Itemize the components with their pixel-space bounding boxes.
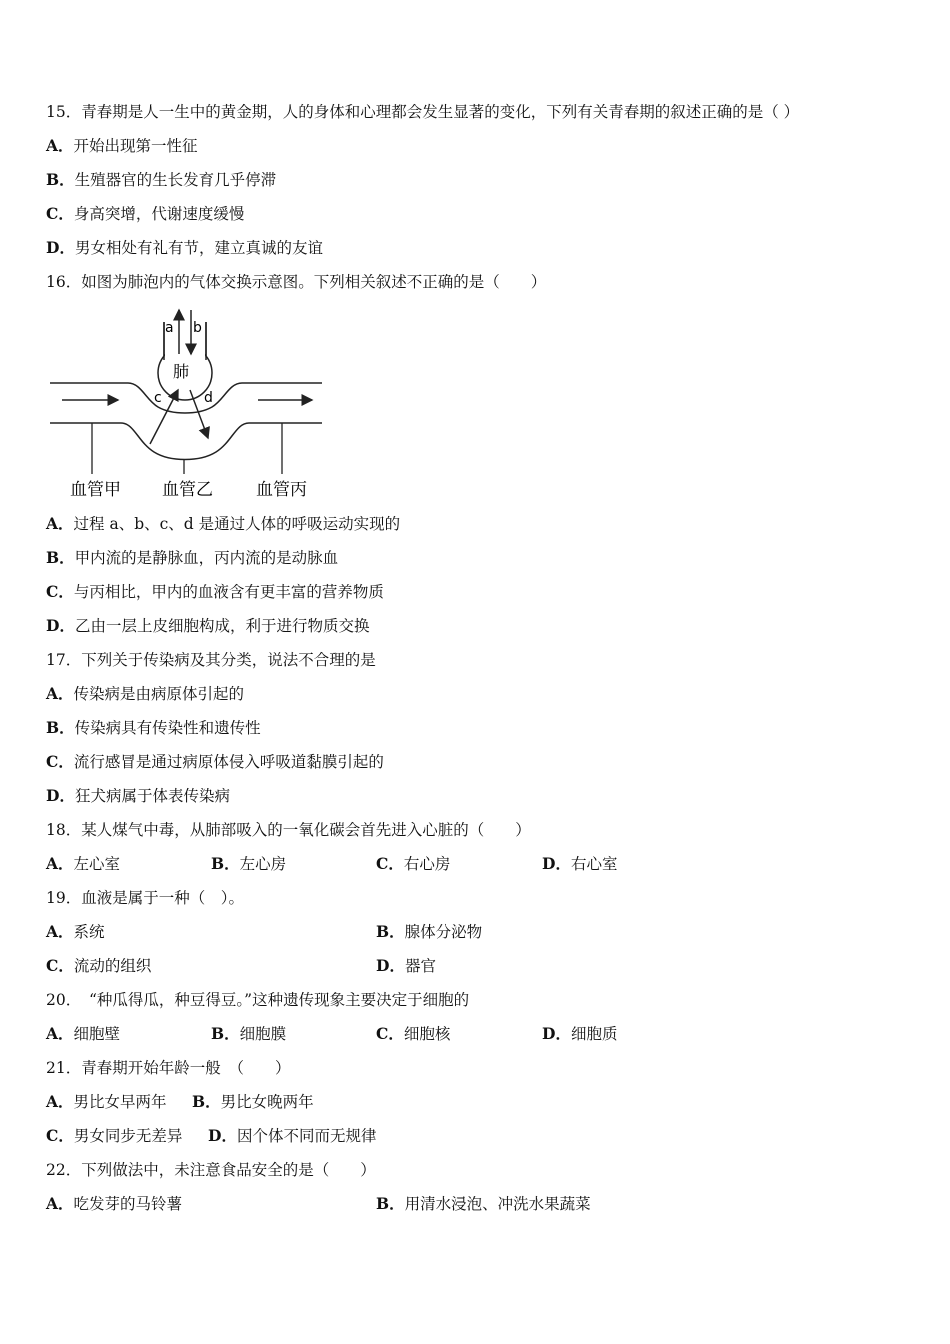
label-a: a — [165, 320, 174, 336]
option-letter: C． — [46, 1126, 74, 1145]
q17-stem: 17．下列关于传染病及其分类，说法不合理的是 — [46, 651, 376, 669]
option-letter: D． — [376, 956, 405, 975]
option-letter: B． — [46, 170, 75, 189]
option-text: 吃发芽的马铃薯 — [73, 1195, 183, 1213]
q20-option-c — [376, 1024, 450, 1044]
q15-option-c — [46, 204, 244, 224]
option-text: 传染病具有传染性和遗传性 — [74, 719, 261, 737]
label-lung: 肺 — [173, 362, 190, 381]
option-text: 男比女早两年 — [73, 1093, 167, 1111]
option-text: 男比女晚两年 — [220, 1093, 314, 1111]
q19-option-b — [376, 922, 482, 942]
option-letter: A． — [46, 922, 74, 941]
q20-stem: 20． “种瓜得瓜，种豆得豆。”这种遗传现象主要决定于细胞的 — [46, 991, 470, 1009]
option-text: 流动的组织 — [73, 957, 152, 975]
label-d: d — [204, 390, 213, 406]
label-b: b — [193, 320, 202, 336]
option-letter: A． — [46, 514, 74, 533]
option-letter: B． — [211, 1024, 240, 1043]
option-letter: D． — [46, 238, 75, 257]
q21-option-d — [208, 1126, 376, 1146]
q17-option-c — [46, 752, 384, 772]
q21-option-b — [192, 1092, 314, 1112]
q22-option-b — [376, 1194, 591, 1214]
option-letter: A． — [46, 1092, 74, 1111]
q19-option-d — [376, 956, 436, 976]
option-letter: D． — [542, 854, 571, 873]
option-text: 左心室 — [73, 855, 121, 873]
option-letter: C． — [376, 1024, 404, 1043]
option-text: 左心房 — [239, 855, 287, 873]
q22-stem: 22．下列做法中，未注意食品安全的是（ ） — [46, 1161, 376, 1179]
q18-option-c — [376, 854, 450, 874]
q20-option-b — [211, 1024, 286, 1044]
option-text: 身高突增，代谢速度缓慢 — [73, 205, 245, 223]
q22-option-a — [46, 1194, 182, 1214]
q19-stem: 19．血液是属于一种（ ）。 — [46, 889, 244, 907]
q17-option-b — [46, 718, 261, 738]
option-letter: A． — [46, 854, 74, 873]
option-text: 乙由一层上皮细胞构成，利于进行物质交换 — [74, 617, 370, 635]
option-letter: B． — [192, 1092, 221, 1111]
option-text: 用清水浸泡、冲洗水果蔬菜 — [404, 1195, 591, 1213]
q16-option-b — [46, 548, 338, 568]
option-letter: C． — [46, 582, 74, 601]
option-letter: A． — [46, 684, 74, 703]
label-vessel-2: 血管乙 — [162, 480, 213, 500]
option-text: 流行感冒是通过病原体侵入呼吸道黏膜引起的 — [73, 753, 384, 771]
option-text: 右心房 — [403, 855, 451, 873]
q20-option-a — [46, 1024, 120, 1044]
q18-stem: 18．某人煤气中毒，从肺部吸入的一氧化碳会首先进入心脏的（ ） — [46, 821, 531, 839]
option-letter: A． — [46, 136, 74, 155]
q18-option-d — [542, 854, 617, 874]
q21-option-c — [46, 1126, 182, 1146]
option-text: 开始出现第一性征 — [73, 137, 198, 155]
option-text: 过程 a、b、c、d 是通过人体的呼吸运动实现的 — [73, 515, 401, 533]
option-text: 右心室 — [570, 855, 618, 873]
option-letter: D． — [542, 1024, 571, 1043]
option-text: 细胞膜 — [239, 1025, 287, 1043]
q15-option-a — [46, 136, 198, 156]
option-text: 与丙相比，甲内的血液含有更丰富的营养物质 — [73, 583, 384, 601]
option-letter: D． — [46, 786, 75, 805]
option-letter: B． — [46, 718, 75, 737]
option-letter: B． — [46, 548, 75, 567]
option-text: 腺体分泌物 — [404, 923, 483, 941]
option-text: 系统 — [73, 923, 105, 941]
option-text: 传染病是由病原体引起的 — [73, 685, 245, 703]
q16-option-a — [46, 514, 400, 534]
option-letter: A． — [46, 1024, 74, 1043]
option-text: 狂犬病属于体表传染病 — [74, 787, 230, 805]
option-letter: B． — [376, 1194, 405, 1213]
label-vessel-3: 血管丙 — [256, 480, 307, 500]
option-letter: C． — [46, 752, 74, 771]
option-text: 甲内流的是静脉血，丙内流的是动脉血 — [74, 549, 339, 567]
q15-stem: 15．青春期是人一生中的黄金期，人的身体和心理都会发生显著的变化，下列有关青春期的叙述正确的是（ ） — [46, 103, 800, 121]
q17-option-a — [46, 684, 244, 704]
option-text: 因个体不同而无规律 — [236, 1127, 377, 1145]
option-text: 男女同步无差异 — [73, 1127, 183, 1145]
option-letter: D． — [46, 616, 75, 635]
q18-option-b — [211, 854, 286, 874]
option-text: 细胞质 — [570, 1025, 618, 1043]
q15-option-d — [46, 238, 323, 258]
option-letter: C． — [46, 204, 74, 223]
q19-option-a — [46, 922, 105, 942]
q16-option-d — [46, 616, 369, 636]
q21-stem: 21．青春期开始年龄一般 （ ） — [46, 1059, 291, 1077]
q21-option-a — [46, 1092, 167, 1112]
option-letter: B． — [211, 854, 240, 873]
q15-option-b — [46, 170, 276, 190]
label-vessel-1: 血管甲 — [70, 480, 121, 500]
q17-option-d — [46, 786, 230, 806]
option-letter: D． — [208, 1126, 237, 1145]
q16-option-c — [46, 582, 384, 602]
option-letter: C． — [46, 956, 74, 975]
option-text: 男女相处有礼有节，建立真诚的友谊 — [74, 239, 323, 257]
q19-option-c — [46, 956, 151, 976]
option-text: 生殖器官的生长发育几乎停滞 — [74, 171, 277, 189]
option-letter: C． — [376, 854, 404, 873]
option-text: 器官 — [404, 957, 436, 975]
option-letter: B． — [376, 922, 405, 941]
alveolus-gas-exchange-diagram — [46, 302, 336, 502]
q16-stem: 16．如图为肺泡内的气体交换示意图。下列相关叙述不正确的是（ ） — [46, 273, 547, 291]
q20-option-d — [542, 1024, 617, 1044]
q18-option-a — [46, 854, 120, 874]
label-c: c — [154, 390, 162, 406]
option-letter: A． — [46, 1194, 74, 1213]
vessel-lower-wall — [50, 423, 322, 460]
option-text: 细胞壁 — [73, 1025, 121, 1043]
option-text: 细胞核 — [403, 1025, 451, 1043]
